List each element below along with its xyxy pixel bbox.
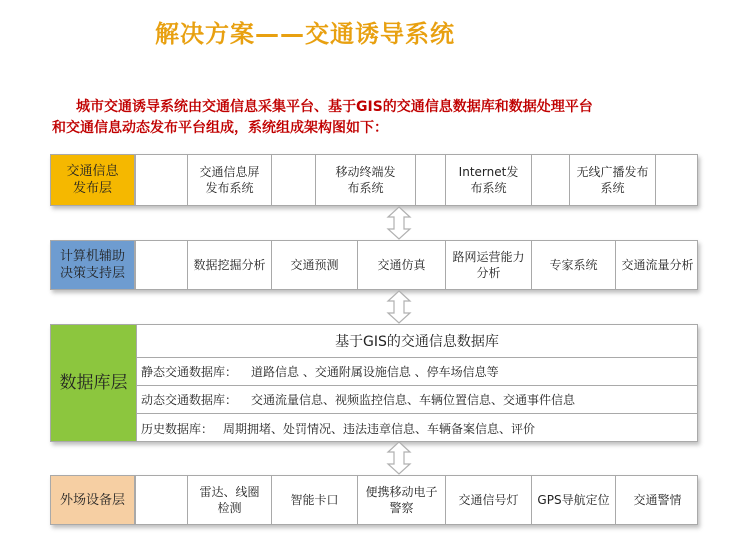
publish-item: 无线广播发布系统 bbox=[569, 155, 655, 205]
double-arrow-icon bbox=[386, 206, 412, 240]
database-layer bbox=[50, 324, 698, 442]
decision-layer-label: 计算机辅助决策支持层 bbox=[51, 241, 135, 289]
field-layer-label: 外场设备层 bbox=[51, 476, 135, 524]
field-item: 雷达、线圈检测 bbox=[187, 476, 271, 524]
database-row-dynamic bbox=[137, 385, 697, 413]
publish-spacer bbox=[135, 155, 187, 205]
publish-layer bbox=[50, 154, 698, 206]
database-row-history bbox=[137, 413, 697, 442]
database-row-content: 周期拥堵、处罚情况、违法违章信息、车辆备案信息、评价 bbox=[223, 421, 536, 436]
publish-layer-label: 交通信息发布层 bbox=[51, 155, 135, 205]
decision-spacer bbox=[135, 241, 187, 289]
field-layer bbox=[50, 475, 698, 525]
decision-item: 交通流量分析 bbox=[615, 241, 699, 289]
publish-spacer bbox=[415, 155, 445, 205]
publish-spacer bbox=[531, 155, 569, 205]
decision-item: 交通预测 bbox=[271, 241, 357, 289]
database-layer-label: 数据库层 bbox=[51, 325, 137, 441]
field-spacer bbox=[135, 476, 187, 524]
publish-item-internet-label: Internet发布系统 bbox=[458, 165, 519, 195]
publish-spacer bbox=[655, 155, 699, 205]
decision-item: 交通仿真 bbox=[357, 241, 445, 289]
field-item: 便携移动电子警察 bbox=[357, 476, 445, 524]
publish-spacer bbox=[271, 155, 315, 205]
field-item: GPS导航定位 bbox=[531, 476, 615, 524]
database-row-content: 道路信息 、交通附属设施信息 、停车场信息等 bbox=[251, 365, 499, 379]
database-row-name: 动态交通数据库： bbox=[141, 393, 238, 407]
field-item: 智能卡口 bbox=[271, 476, 357, 524]
database-row-name: 历史数据库： bbox=[141, 421, 214, 436]
double-arrow-icon bbox=[386, 441, 412, 475]
publish-item: 交通信息屏发布系统 bbox=[187, 155, 271, 205]
field-item: 交通信号灯 bbox=[445, 476, 531, 524]
database-row-content: 交通流量信息、视频监控信息、车辆位置信息、交通事件信息 bbox=[251, 393, 576, 407]
intro-text bbox=[52, 97, 732, 139]
intro-line-1: 城市交通诱导系统由交通信息采集平台、基于GIS的交通信息数据库和数据处理平台 bbox=[76, 99, 593, 115]
publish-item bbox=[445, 155, 531, 205]
decision-item: 数据挖掘分析 bbox=[187, 241, 271, 289]
database-row-name: 静态交通数据库： bbox=[141, 365, 238, 379]
intro-line-2: 和交通信息动态发布平台组成，系统组成架构图如下： bbox=[52, 120, 388, 136]
decision-item: 专家系统 bbox=[531, 241, 615, 289]
database-heading: 基于GIS的交通信息数据库 bbox=[335, 334, 499, 350]
slide-title: 解决方案——交通诱导系统 bbox=[155, 20, 455, 48]
database-row-static bbox=[137, 357, 697, 385]
decision-layer bbox=[50, 240, 698, 290]
field-item: 交通警情 bbox=[615, 476, 699, 524]
decision-item: 路网运营能力分析 bbox=[445, 241, 531, 289]
publish-item: 移动终端发布系统 bbox=[315, 155, 415, 205]
double-arrow-icon bbox=[386, 290, 412, 324]
